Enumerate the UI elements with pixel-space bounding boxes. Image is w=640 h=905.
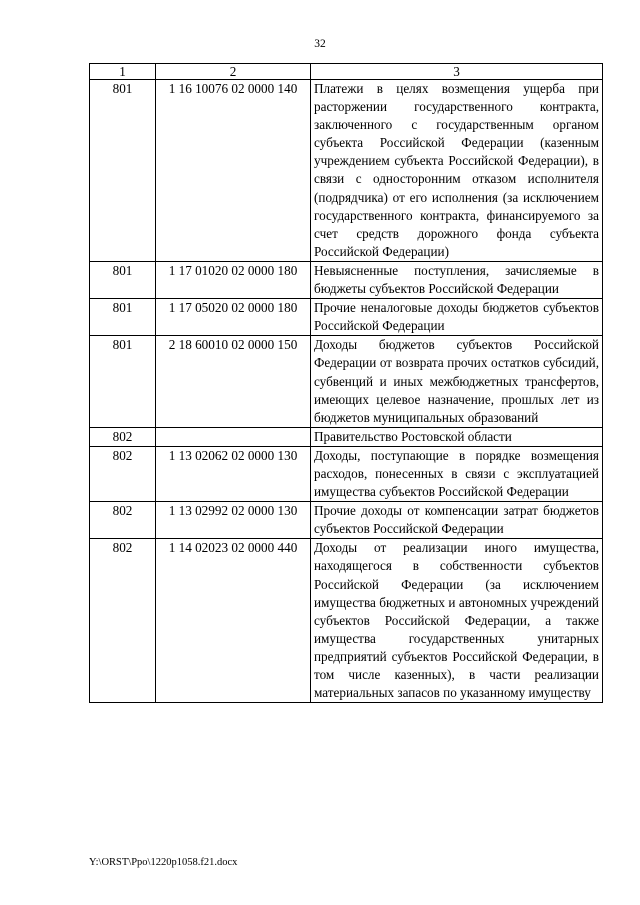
table-body — [90, 80, 603, 703]
table-row — [90, 539, 603, 703]
admin-code-cell: 801 — [90, 261, 156, 298]
admin-code-cell: 802 — [90, 427, 156, 446]
budget-classification-code-cell: 1 17 05020 02 0000 180 — [156, 299, 311, 336]
revenue-name-cell: Прочие неналоговые доходы бюджетов субъектов Российской Федерации — [311, 299, 603, 336]
revenue-name-cell: Доходы от реализации иного имущества, находящегося в собственности субъектов Российской Федерации (за исключением имущества бюджетных и автономных учреждений субъектов Российской Федерации, а также имущества государственных унитарных предприятий субъектов Российской Федерации, в том числе казенных), в части реализации материальных запасов по указанному имуществу — [311, 539, 603, 703]
header-row — [90, 64, 603, 80]
budget-classification-code-cell: 2 18 60010 02 0000 150 — [156, 336, 311, 427]
table-row — [90, 299, 603, 336]
admin-code-cell: 801 — [90, 80, 156, 262]
table-row — [90, 336, 603, 427]
footer-file-path: Y:\ORST\Ppo\1220p1058.f21.docx — [89, 857, 238, 868]
column-header-2: 2 — [156, 64, 311, 80]
column-header-1: 1 — [90, 64, 156, 80]
table-row — [90, 502, 603, 539]
admin-code-cell: 802 — [90, 539, 156, 703]
budget-classification-code-cell: 1 13 02992 02 0000 130 — [156, 502, 311, 539]
page-number: 32 — [314, 38, 326, 50]
revenue-codes-table — [89, 63, 603, 703]
budget-classification-code-cell: 1 16 10076 02 0000 140 — [156, 80, 311, 262]
table-row — [90, 261, 603, 298]
table-header — [90, 64, 603, 80]
column-header-3: 3 — [311, 64, 603, 80]
budget-classification-code-cell: 1 17 01020 02 0000 180 — [156, 261, 311, 298]
budget-classification-code-cell: 1 13 02062 02 0000 130 — [156, 446, 311, 501]
admin-code-cell: 802 — [90, 502, 156, 539]
revenue-name-cell: Платежи в целях возмещения ущерба при расторжении государственного контракта, заключенного с государственным органом субъекта Российской Федерации (казенным учреждением субъекта Российской Федерации), в связи с односторонним отказом исполнителя (подрядчика) от его исполнения (за исключением государственного контракта, финансируемого за счет средств дорожного фонда субъекта Российской Федерации) — [311, 80, 603, 262]
table-row — [90, 80, 603, 262]
table-row — [90, 446, 603, 501]
admin-code-cell: 801 — [90, 336, 156, 427]
revenue-name-cell: Доходы, поступающие в порядке возмещения расходов, понесенных в связи с эксплуатацией имущества субъектов Российской Федерации — [311, 446, 603, 501]
budget-classification-code-cell: 1 14 02023 02 0000 440 — [156, 539, 311, 703]
admin-code-cell: 801 — [90, 299, 156, 336]
table-row — [90, 427, 603, 446]
administrator-name-cell: Правительство Ростовской области — [311, 427, 603, 446]
revenue-name-cell: Доходы бюджетов субъектов Российской Федерации от возврата прочих остатков субсидий, субвенций и иных межбюджетных трансфертов, имеющих целевое назначение, прошлых лет из бюджетов муниципальных образований — [311, 336, 603, 427]
revenue-name-cell: Невыясненные поступления, зачисляемые в бюджеты субъектов Российской Федерации — [311, 261, 603, 298]
admin-code-cell: 802 — [90, 446, 156, 501]
revenue-name-cell: Прочие доходы от компенсации затрат бюджетов субъектов Российской Федерации — [311, 502, 603, 539]
budget-classification-code-cell — [156, 427, 311, 446]
